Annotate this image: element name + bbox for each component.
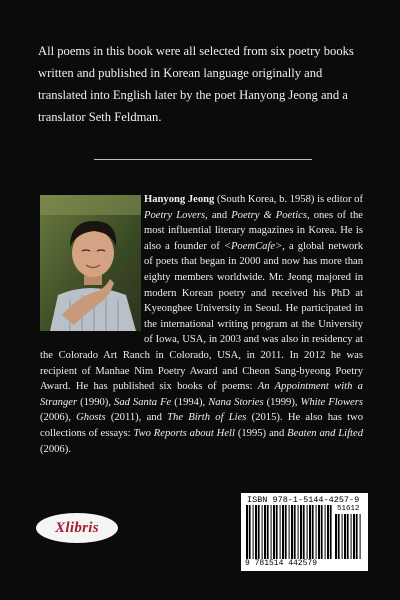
divider-line bbox=[94, 159, 312, 160]
barcode-digits: 9 781514 442579 bbox=[245, 559, 318, 568]
author-name: Hanyong Jeong bbox=[144, 194, 215, 205]
intro-paragraph: All poems in this book were all selected from six poetry books written and published in Korean language originally and translated into English later by the poet Hanyong Jeong and a translator Seth Feldman. bbox=[38, 44, 354, 124]
barcode-addon-bars bbox=[335, 514, 363, 559]
author-bio: Hanyong Jeong (South Korea, b. 1958) is editor of Poetry Lovers, and Poetry & Poetics, ones of the most influential literary magazines in Korea. He is also a founder of <PoemCafe>, a global network of poets that began in 2000 and now has more than eighty members worldwide. Mr. Jeong majored in modern Korean poetry and received his PhD at Kyeonghee University in Seoul. He participated in the international writing program at the University of Iowa, USA, in 2003 and was also in residency at the Colorado Art Ranch in Colorado, USA, in 2011. In 2012 he was recipient of Manhae Nim Poetry Award and Cheon Sang-byeong Poetry Award. He has published six books of poems: An Appointment with a Stranger (1990), Sad Santa Fe (1994), Nana Stories (1999), White Flowers (2006), Ghosts (2011), and The Birth of Lies (2015). He also has two collections of essays: Two Reports about Hell (1995) and Beaten and Lifted (2006). bbox=[40, 194, 363, 455]
isbn-label: ISBN 978-1-5144-4257-9 bbox=[247, 495, 360, 505]
barcode-bars bbox=[246, 505, 332, 559]
xlibris-logo: Xlibris bbox=[36, 513, 118, 543]
barcode-addon-number: 51612 bbox=[337, 505, 360, 513]
isbn-barcode bbox=[241, 493, 368, 571]
